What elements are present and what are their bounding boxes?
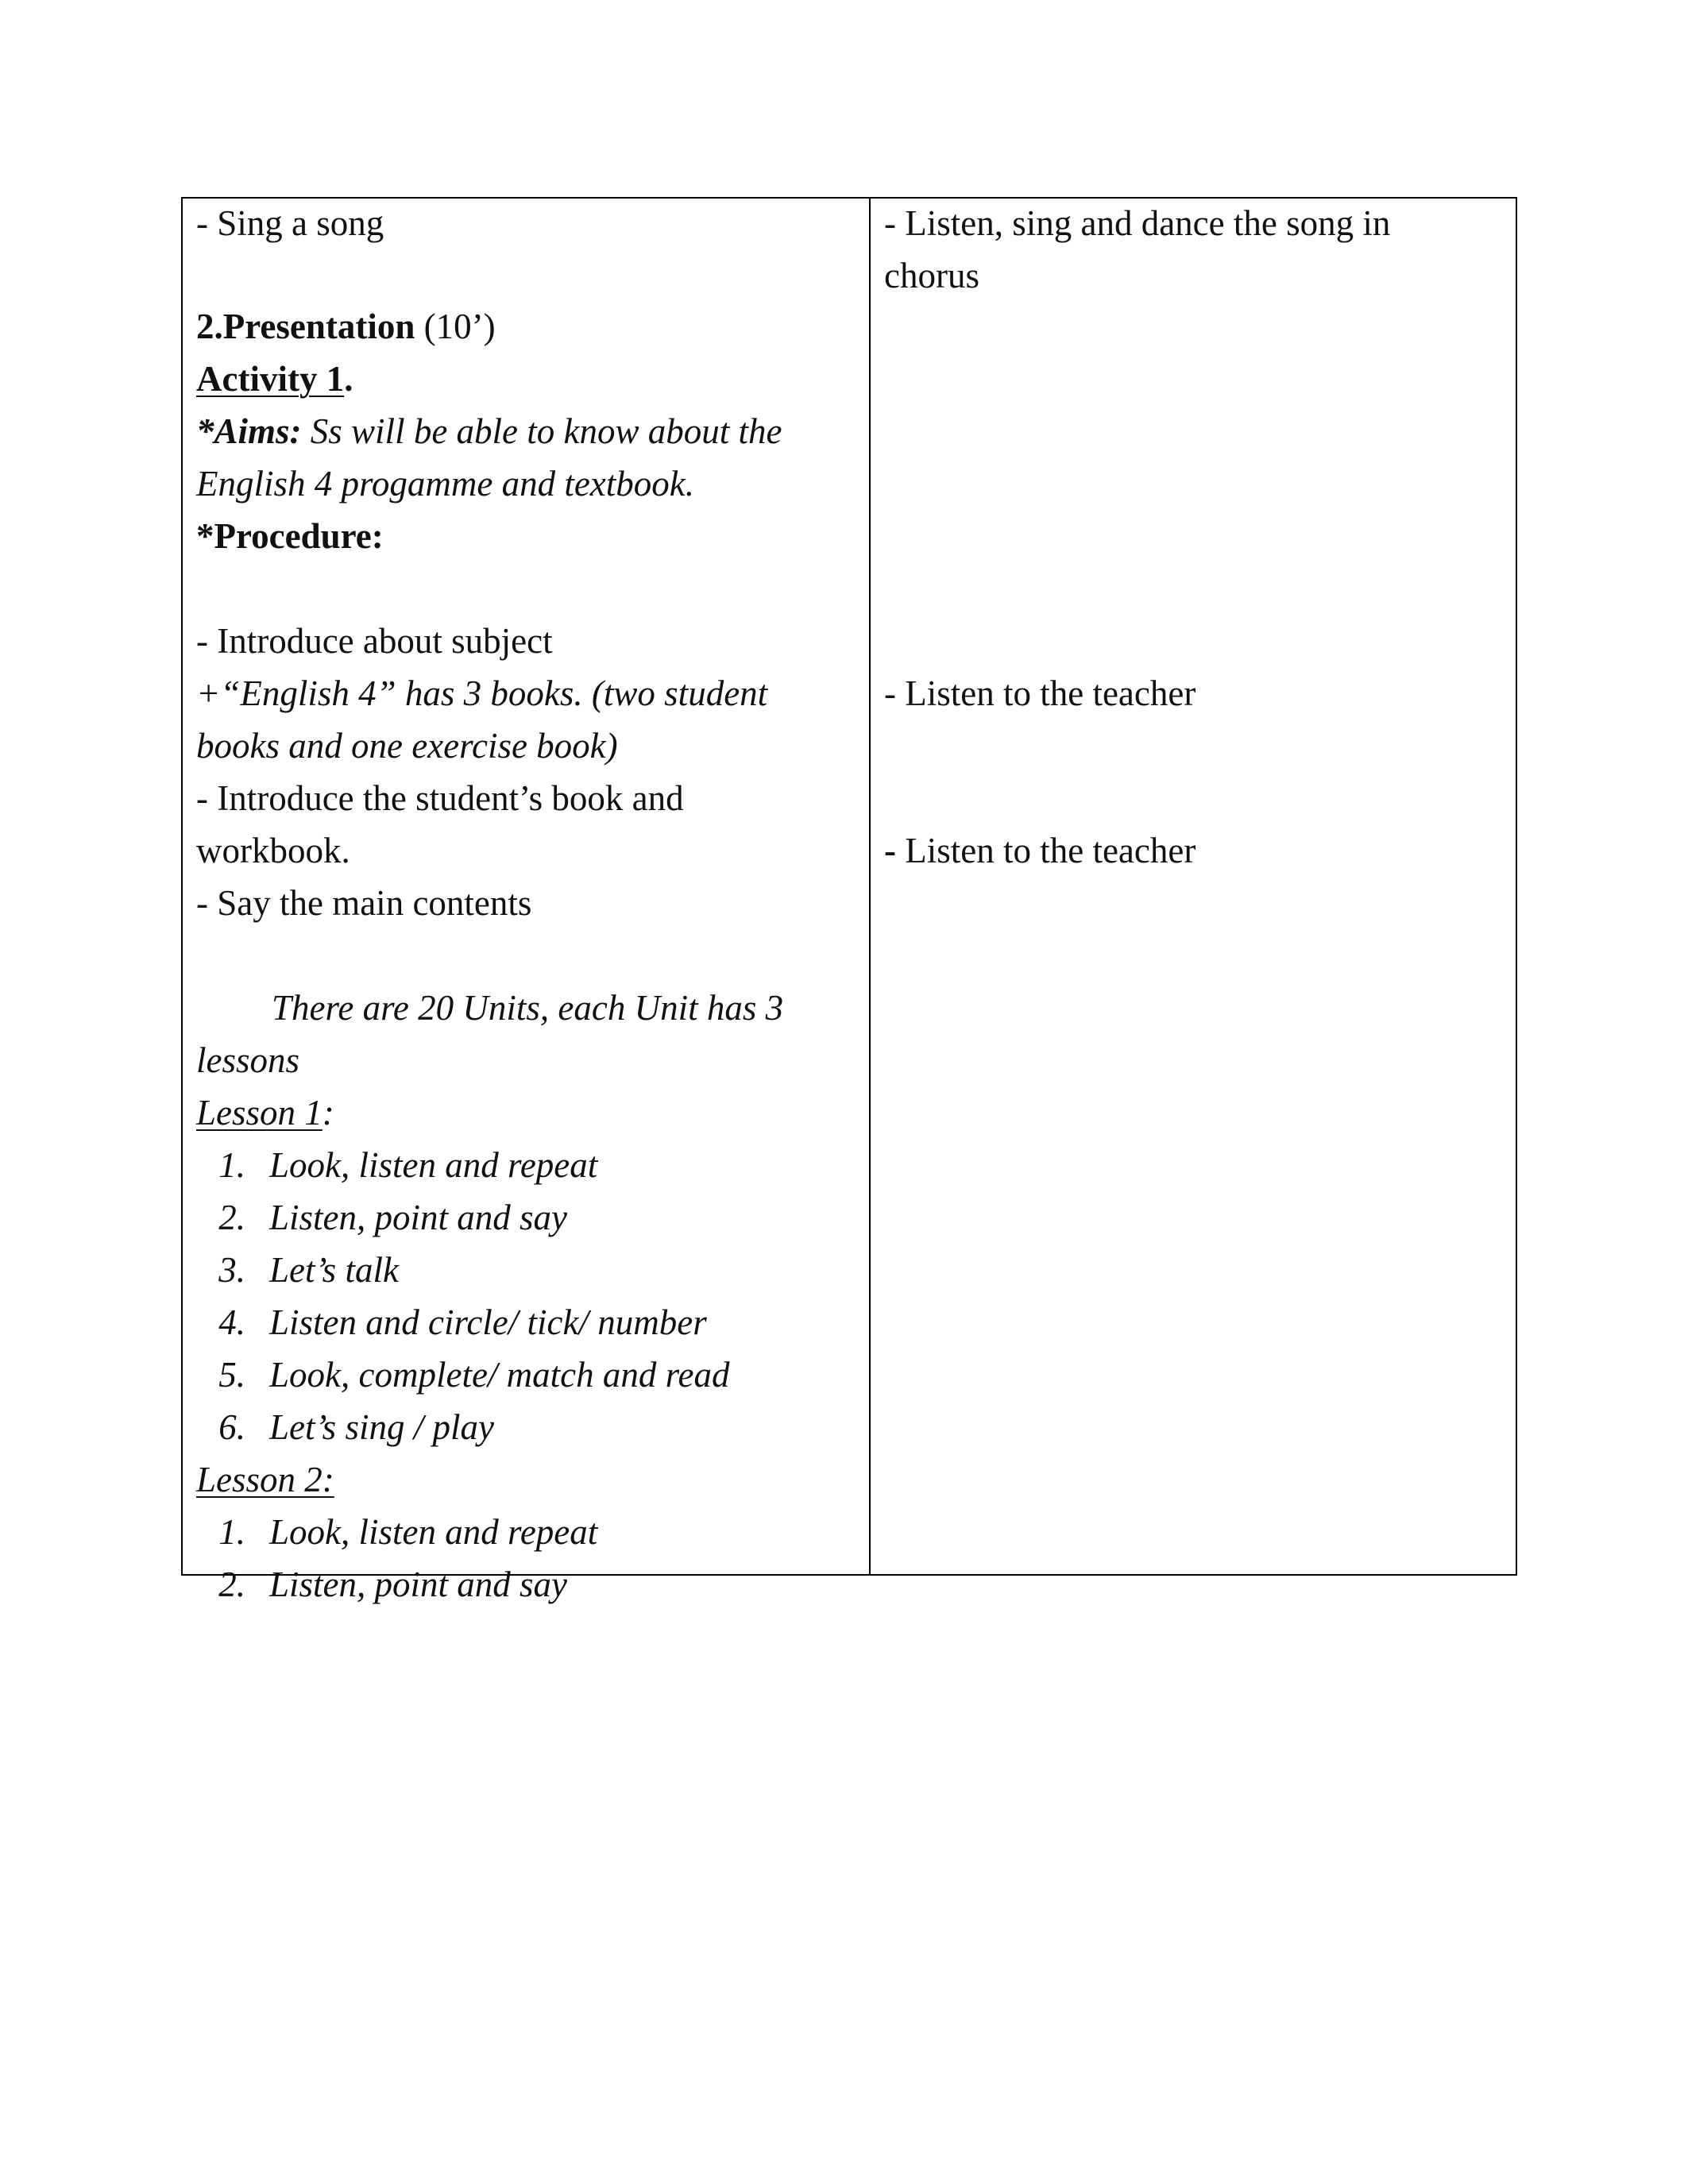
listen-dash: - [884, 831, 896, 870]
activity-dot: . [344, 359, 353, 399]
procedure-label: *Procedure: [196, 516, 384, 556]
student-activities-column [871, 199, 1516, 1574]
list-item [196, 1191, 567, 1244]
aims-label: *Aims: [196, 411, 302, 451]
item-text: Let’s sing / play [269, 1407, 494, 1447]
list-item [196, 1244, 399, 1296]
item-number: 6. [218, 1407, 245, 1447]
item-number: 3. [218, 1250, 245, 1290]
teacher-activities-column [183, 199, 871, 1604]
list-item [196, 1506, 597, 1558]
lesson-plan-table [181, 197, 1517, 1604]
item-text: Look, complete/ match and read [269, 1355, 730, 1395]
introduce-books-line-2: workbook. [196, 831, 350, 870]
main-contents-line: - Say the main contents [196, 883, 532, 923]
books-line-1: +“English 4” has 3 books. (two student [196, 673, 768, 713]
introduce-subject-line: - Introduce about subject [196, 621, 553, 661]
item-number: 2. [218, 1565, 245, 1604]
introduce-books-line-1: - Introduce the student’s book and [196, 778, 684, 818]
units-line-1: There are 20 Units, each Unit has 3 [272, 988, 784, 1028]
item-text: Let’s talk [269, 1250, 399, 1290]
lesson-1-title: Lesson 1 [196, 1093, 323, 1133]
sing-a-song-line: - Sing a song [196, 203, 384, 243]
books-line-2: books and one exercise book) [196, 726, 618, 766]
list-item [196, 1296, 707, 1349]
song-response-line-1: - Listen, sing and dance the song in [884, 203, 1391, 243]
presentation-time: (10’) [415, 307, 496, 346]
list-item [196, 1401, 494, 1453]
item-number: 5. [218, 1355, 245, 1395]
item-number: 1. [218, 1512, 245, 1552]
listen-text: Listen to the teacher [896, 831, 1196, 870]
lesson-1-suffix: : [322, 1093, 334, 1133]
aims-text-continued: English 4 progamme and textbook. [196, 464, 694, 504]
list-item [196, 1349, 729, 1401]
song-response-line-2: chorus [884, 256, 979, 295]
lesson-1-heading [196, 1086, 334, 1139]
list-item [196, 1139, 597, 1191]
listen-teacher-line-1: - Listen to the teacher [884, 673, 1196, 713]
item-text: Listen, point and say [269, 1565, 568, 1604]
aims-line [196, 405, 782, 457]
list-item [196, 1558, 567, 1611]
item-text: Look, listen and repeat [269, 1512, 598, 1552]
presentation-label: 2.Presentation [196, 307, 415, 346]
item-number: 1. [218, 1145, 245, 1185]
lesson-2-title: Lesson 2: [196, 1460, 334, 1499]
item-text: Look, listen and repeat [269, 1145, 598, 1185]
item-text: Listen, point and say [269, 1198, 568, 1237]
presentation-heading [196, 300, 496, 353]
listen-teacher-line-2 [884, 824, 1196, 877]
units-line-2: lessons [196, 1040, 300, 1080]
item-text: Listen and circle/ tick/ number [269, 1302, 707, 1342]
item-number: 2. [218, 1198, 245, 1237]
aims-text: Ss will be able to know about the [301, 411, 782, 451]
item-number: 4. [218, 1302, 245, 1342]
activity-heading [196, 353, 353, 405]
activity-label: Activity 1 [196, 359, 345, 399]
